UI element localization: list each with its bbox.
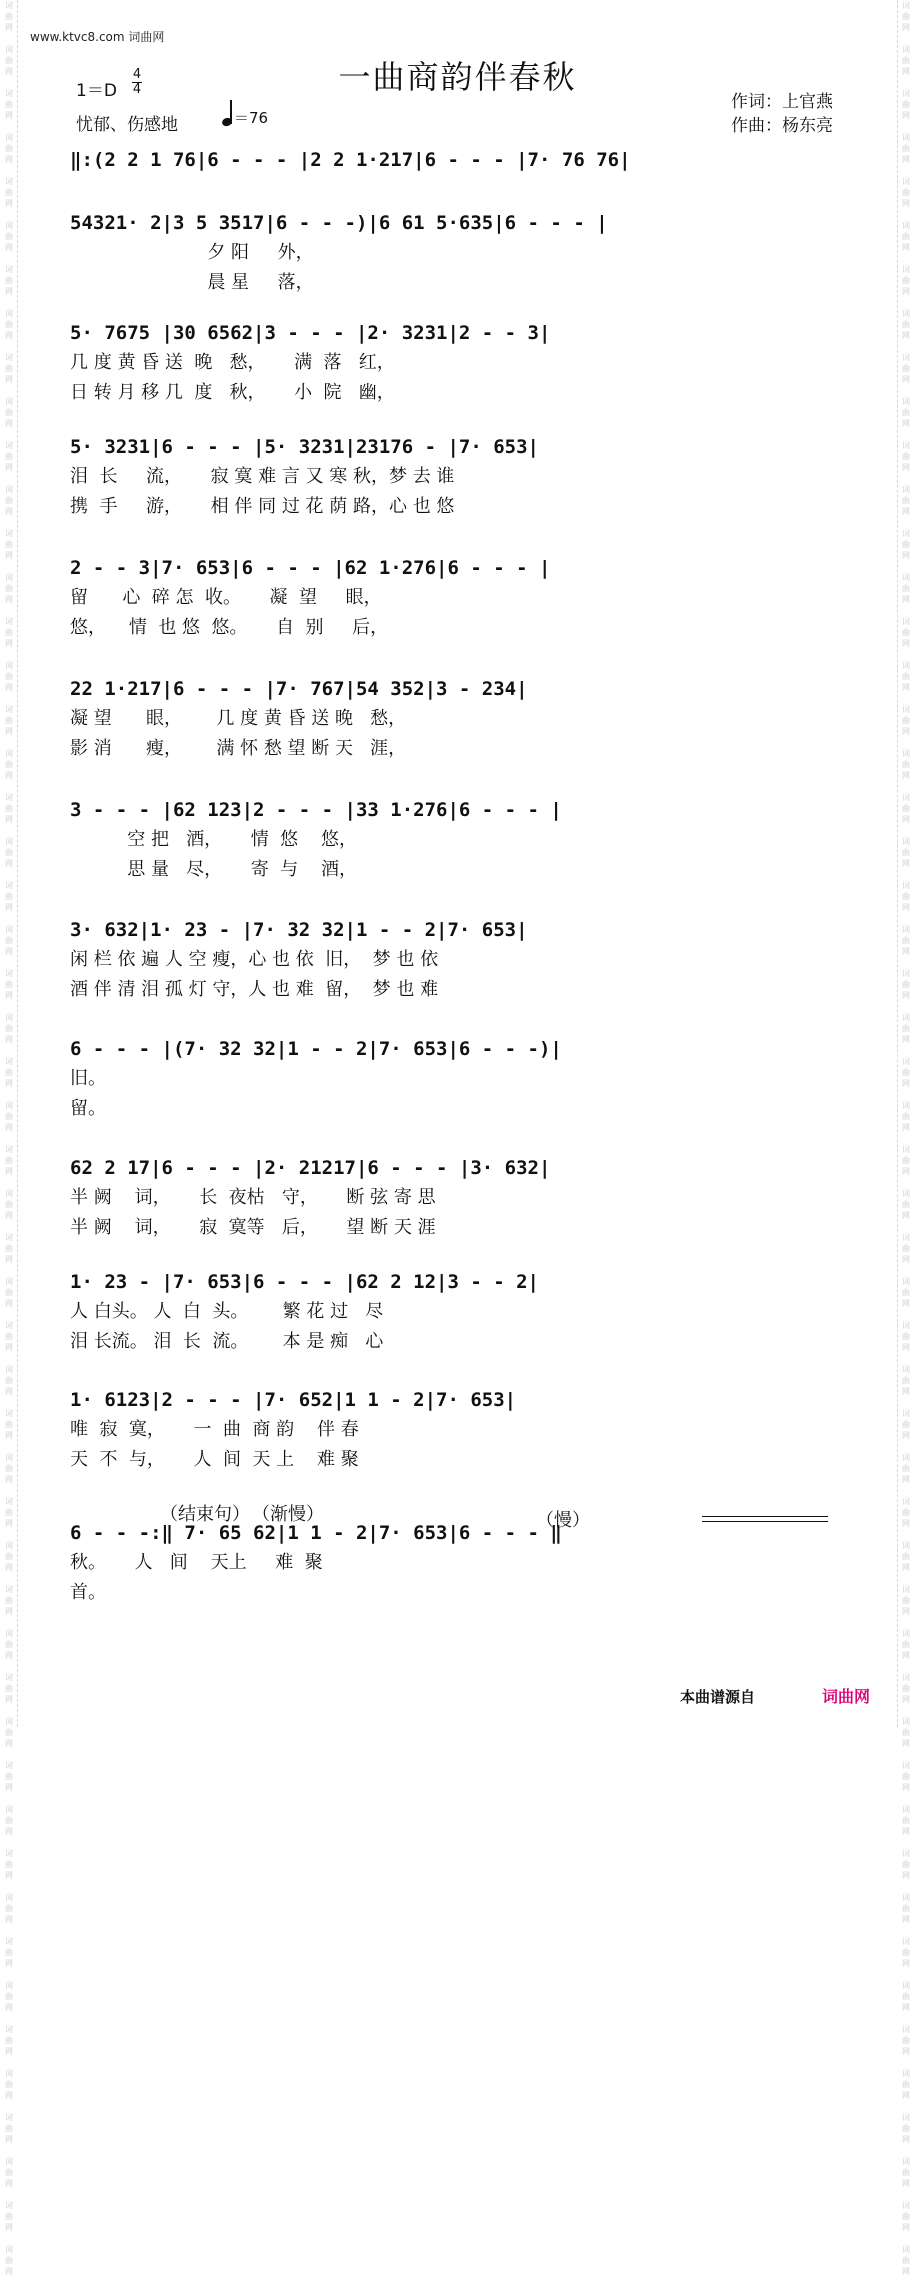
right-watermark: 词 曲 网 词 曲 网 词 曲 网 词 曲 网 词 曲 网 词 曲 网 词 曲 网 词 曲 网 词 曲 网 词 曲 网 词 曲 网 词 曲 网 词 曲 网 词 曲 网 词 曲 网 词 曲 网 词 曲 网 词 曲 网 词 曲 网 词 曲 网 词 曲 网 词 曲 网 词 曲 网 词 曲 网 词 曲 网 词 曲 网 词 曲 网 词 曲 网 词 曲 网 词 曲 网 词 曲 网 词 曲 网 词 曲 网 词 曲 网 词 曲 网 词 曲 网 词 曲 网 词 曲 网 词 曲 网 词 曲 网 词 曲 网 词 曲 网 词 曲 网 词 曲 网 词 曲 网 词 曲 网 词 曲 网 词 曲 网 词 曲 网 词 曲 网 词 曲 网 词 曲 网 xyxy=(902,1,910,2276)
lyrics-verse-1 xyxy=(70,175,860,205)
lyrics-verse-2: 天 不 与， 人 间 天 上 难 聚 xyxy=(70,1449,359,1470)
lyrics-verse-2: 悠， 情 也 悠 悠。 自 别 后， xyxy=(70,617,389,638)
notation-row: 6 - - -:‖ 7· 65 62|1 1 - 2|7· 653|6 - - - ‖ xyxy=(70,1522,562,1544)
lyrics-verse-1: 几 度 黄 昏 送 晚 愁， 满 落 红， xyxy=(70,352,395,373)
slow-annotation: （慢） xyxy=(536,1510,590,1531)
score-line xyxy=(70,208,860,298)
notation-row: 1· 23 - |7· 653|6 - - - |62 2 12|3 - - 2| xyxy=(70,1271,539,1293)
meter-bottom: 4 xyxy=(132,82,142,97)
key-signature: 1＝D xyxy=(76,81,117,101)
lyrics-verse-1: 旧。 xyxy=(70,1068,106,1089)
notation-row: 5· 3231|6 - - - |5· 3231|23176 - |7· 653| xyxy=(70,436,539,458)
left-watermark: 词 曲 网 词 曲 网 词 曲 网 词 曲 网 词 曲 网 词 曲 网 词 曲 网 词 曲 网 词 曲 网 词 曲 网 词 曲 网 词 曲 网 词 曲 网 词 曲 网 词 曲 网 词 曲 网 词 曲 网 词 曲 网 词 曲 网 词 曲 网 词 曲 网 词 曲 网 词 曲 网 词 曲 网 词 曲 网 词 曲 网 词 曲 网 词 曲 网 词 曲 网 词 曲 网 词 曲 网 词 曲 网 词 曲 网 词 曲 网 词 曲 网 词 曲 网 词 曲 网 词 曲 网 词 曲 网 词 曲 网 词 曲 网 词 曲 网 词 曲 网 词 曲 网 词 曲 网 词 曲 网 词 曲 网 词 曲 网 词 曲 网 词 曲 网 词 曲 网 词 曲 网 xyxy=(5,1,13,2276)
lyrics-verse-2: 酒 伴 清 泪 孤 灯 守，人 也 难 留， 梦 也 难 xyxy=(70,979,439,1000)
score-line xyxy=(70,432,860,522)
lyrics-verse-2: 首。 xyxy=(70,1582,106,1603)
notation-row: 54321· 2|3 5 3517|6 - - -)|6 61 5·635|6 - - - | xyxy=(70,212,608,234)
site-logo[interactable]: 词曲网 xyxy=(822,1687,871,1706)
right-border xyxy=(897,0,898,1727)
lyrics-verse-2: 携 手 游， 相 伴 同 过 花 荫 路，心 也 悠 xyxy=(70,496,455,517)
tempo-marking xyxy=(222,104,268,128)
lyrics-verse-1: 留 心 碎 怎 收。 凝 望 眼， xyxy=(70,587,382,608)
lyrics-verse-1: 凝 望 眼， 几 度 黄 昏 送 晚 愁， xyxy=(70,708,407,729)
ending-annotation: （结束句） xyxy=(160,1504,250,1525)
notation-row: ‖:(2 2 1 76|6 - - - |2 2 1·217|6 - - - |7· 76 76| xyxy=(70,149,631,171)
lyrics-verse-1: 夕 阳 外， xyxy=(70,242,314,263)
final-staff-lines xyxy=(702,1516,828,1526)
lyrics-verse-2: 晨 星 落， xyxy=(70,272,314,293)
score-line xyxy=(70,915,860,1005)
lyrics-verse-1: 泪 长 流， 寂 寞 难 言 又 寒 秋，梦 去 谁 xyxy=(70,466,455,487)
score-line xyxy=(70,1153,860,1243)
score-line xyxy=(70,1518,860,1608)
lyrics-verse-2: 半 阙 词， 寂 寞等 后， 望 断 天 涯 xyxy=(70,1217,436,1238)
notation-row: 22 1·217|6 - - - |7· 767|54 352|3 - 234| xyxy=(70,678,528,700)
lyricist: 作词：上官燕 xyxy=(731,92,833,112)
time-signature xyxy=(132,68,142,97)
song-title: 一曲商韵伴春秋 xyxy=(338,58,577,96)
notation-row: 6 - - - |(7· 32 32|1 - - 2|7· 653|6 - - -)| xyxy=(70,1038,562,1060)
notation-row: 2 - - 3|7· 653|6 - - - |62 1·276|6 - - - | xyxy=(70,557,551,579)
left-border xyxy=(17,0,18,1727)
mood-marking: 忧郁、伤感地 xyxy=(76,115,178,135)
lyrics-verse-1: 闲 栏 依 遍 人 空 瘦，心 也 依 旧， 梦 也 依 xyxy=(70,949,439,970)
lyrics-verse-1: 秋。 人 间 天上 难 聚 xyxy=(70,1552,323,1573)
site-url[interactable]: www.ktvc8.com 词曲网 xyxy=(30,30,165,44)
lyrics-verse-2: 影 消 瘦， 满 怀 愁 望 断 天 涯， xyxy=(70,738,407,759)
score-line xyxy=(70,1267,860,1357)
notation-row: 62 2 17|6 - - - |2· 21217|6 - - - |3· 632| xyxy=(70,1157,551,1179)
source-label: 本曲谱源自 xyxy=(680,1688,756,1706)
lyrics-verse-2: 日 转 月 移 几 度 秋， 小 院 幽， xyxy=(70,382,395,403)
lyrics-verse-1: 唯 寂 寞， 一 曲 商 韵 伴 春 xyxy=(70,1419,359,1440)
lyrics-verse-2: 思 量 尽， 寄 与 酒， xyxy=(70,859,358,880)
lyrics-verse-2: 泪 长流。 泪 长 流。 本 是 痴 心 xyxy=(70,1331,384,1352)
score-line xyxy=(70,674,860,764)
lyrics-verse-1: 人 白头。 人 白 头。 繁 花 过 尽 xyxy=(70,1301,384,1322)
notation-row: 3· 632|1· 23 - |7· 32 32|1 - - 2|7· 653| xyxy=(70,919,528,941)
lyrics-verse-1: 空 把 酒， 情 悠 悠， xyxy=(70,829,358,850)
score-line xyxy=(70,318,860,408)
tempo-value: ＝76 xyxy=(234,109,269,127)
notation-row: 5· 7675 |30 6562|3 - - - |2· 3231|2 - - 3| xyxy=(70,322,551,344)
notation-row: 3 - - - |62 123|2 - - - |33 1·276|6 - - - | xyxy=(70,799,562,821)
score-line xyxy=(70,553,860,643)
notation-row: 1· 6123|2 - - - |7· 652|1 1 - 2|7· 653| xyxy=(70,1389,517,1411)
score-line xyxy=(70,1385,860,1475)
score-line xyxy=(70,1034,860,1124)
score-line xyxy=(70,795,860,885)
lyrics-verse-2: 留。 xyxy=(70,1098,106,1119)
lyrics-verse-1: 半 阙 词， 长 夜枯 守， 断 弦 寄 思 xyxy=(70,1187,436,1208)
composer: 作曲：杨东亮 xyxy=(731,116,833,136)
slowing-annotation: （渐慢） xyxy=(252,1504,324,1525)
meter-top: 4 xyxy=(132,67,142,82)
